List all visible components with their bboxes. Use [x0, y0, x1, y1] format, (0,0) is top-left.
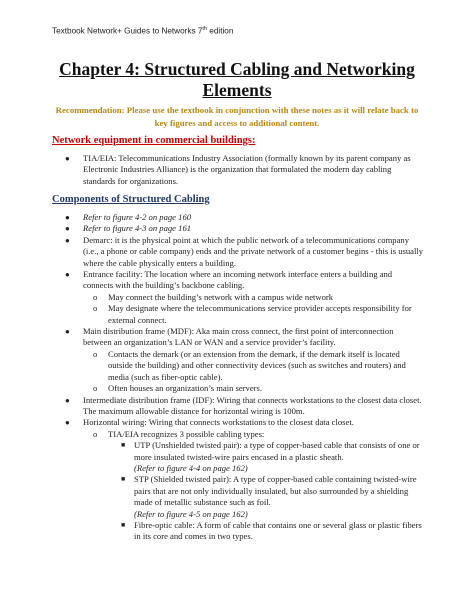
- sublist-item: o Contacts the demark (or an extension from the demark, if the demark itself is located outside the building) and other connectivity devices (such as switches and routers) and media (such as fiber-optic cable).: [93, 348, 406, 382]
- page-title: [40, 59, 434, 101]
- bullet-icon: ●: [65, 327, 70, 337]
- network-equipment-list: [52, 153, 424, 187]
- list-item: [52, 269, 424, 326]
- square-bullet-icon: ■: [121, 475, 126, 484]
- cabling-types-list: [108, 440, 424, 543]
- list-item: [52, 417, 424, 542]
- item-text: Entrance facility: The location where an incoming network interface enters a building and connects with the building’s backbone cabling.: [83, 269, 393, 291]
- circle-bullet-icon: o: [93, 383, 98, 394]
- title-line-2: Elements: [202, 80, 272, 100]
- circle-bullet-icon: o: [93, 428, 98, 439]
- sublist-item: o Often houses an organization’s main servers.: [93, 383, 263, 394]
- item-text: Horizontal wiring: Wiring that connects workstations to the closest data closet.: [83, 417, 354, 428]
- page-header: [52, 26, 233, 36]
- circle-bullet-icon: o: [93, 303, 98, 314]
- list-item: [52, 223, 424, 234]
- sublist-item: o May connect the building’s network with a campus wide network: [93, 291, 334, 302]
- square-bullet-icon: ■: [121, 520, 126, 529]
- sublist: [83, 429, 424, 543]
- bullet-icon: ●: [65, 235, 70, 245]
- bullet-icon: ●: [65, 270, 70, 280]
- cabling-type-item: ■ STP (Shielded twisted pair): A type of copper-based cable containing twisted-wire pairs that are not only individually insulated, but also surrounded by a shielding made of metallic substance such as foil. (Refer to figure 4-5 on page 162): [121, 474, 417, 519]
- header-sup: th: [202, 26, 207, 32]
- circle-bullet-icon: o: [93, 348, 98, 359]
- sublist: [83, 349, 424, 395]
- cabling-type-item: ■ UTP (Unshielded twisted pair): a type of copper-based cable that consists of one or more insulated twisted-wire pairs encased in a plastic sheath. (Refer to figure 4-4 on page 162): [121, 440, 420, 473]
- header-text: Textbook Network+ Guides to Networks 7: [52, 26, 203, 36]
- list-item: [52, 153, 424, 187]
- sublist: [83, 292, 424, 326]
- item-text: Refer to figure 4-3 on page 161: [83, 223, 192, 234]
- header-suffix: edition: [207, 26, 234, 36]
- bullet-icon: ●: [65, 154, 70, 163]
- square-bullet-icon: ■: [121, 441, 126, 450]
- bullet-icon: ●: [65, 418, 70, 428]
- list-item: [52, 212, 424, 223]
- cabling-type-item: ■ Fibre-optic cable: A form of cable that contains one or several glass or plastic fibers in its core and comes in two types.: [121, 519, 422, 542]
- item-text: Refer to figure 4-2 on page 160: [83, 212, 192, 222]
- item-text: Intermediate distribution frame (IDF): Wiring that connects workstations to the closest data closet. The maximum allowable distance for horizontal wiring is 100m.: [83, 394, 422, 416]
- sublist-item: o May designate where the telecommunications service provider accepts responsibility for external connect.: [93, 303, 412, 325]
- sublist-item: o TIA/EIA recognizes 3 possible cabling types: ■ UTP (Unshielded twisted pair): a type of copper-based cable that consists of one or more insulated twisted-wire pairs encased in a plastic sheath. (Refer to figure 4-4 on page 162) ■ STP (Shielded twisted pair): A type of copper-based cable containing twisted-wire pairs that are not only individually insulated, but also surrounded by a shielding made of metallic substance such as foil. (Refer to figure 4-5 on page 162) ■ Fibre-optic cable: A form of cable that contains one or several glass or plastic fibers in its core and comes in two types.: [83, 429, 424, 543]
- item-text: Main distribution frame (MDF): Aka main cross connect, the first point of interconnection between an organization’s LAN or WAN and a service provider’s facility.: [83, 326, 394, 348]
- section-heading-components: Components of Structured Cabling: [52, 194, 210, 205]
- bullet-icon: ●: [65, 395, 70, 405]
- components-list: [52, 212, 424, 543]
- item-text: TIA/EIA: Telecommunications Industry Association (formally known by its parent company as Electronic Industries Alliance) is the organization that formulated the modern day cabling standards for organizations.: [83, 153, 411, 186]
- bullet-icon: ●: [65, 213, 70, 222]
- title-line-1: Chapter 4: Structured Cabling and Networking: [59, 59, 415, 79]
- list-item: [52, 235, 424, 269]
- section-heading-network-equipment: Network equipment in commercial buildings:: [52, 135, 256, 146]
- list-item: [52, 395, 424, 418]
- recommendation-note: Recommendation: Please use the textbook in conjunction with these notes as it will relate back to key figures and access to additional content.: [55, 105, 419, 128]
- bullet-icon: ●: [65, 224, 70, 234]
- item-text: Demarc: it is the physical point at which the public network of a telecommunications company (i.e., a phone or cable company) ends and the private network of a customer begins - this is usually where the cable physically enters a building.: [83, 234, 424, 268]
- figure-reference: (Refer to figure 4-4 on page 162): [134, 462, 248, 473]
- list-item: [52, 326, 424, 394]
- figure-reference: (Refer to figure 4-5 on page 162): [134, 508, 248, 519]
- circle-bullet-icon: o: [93, 291, 98, 302]
